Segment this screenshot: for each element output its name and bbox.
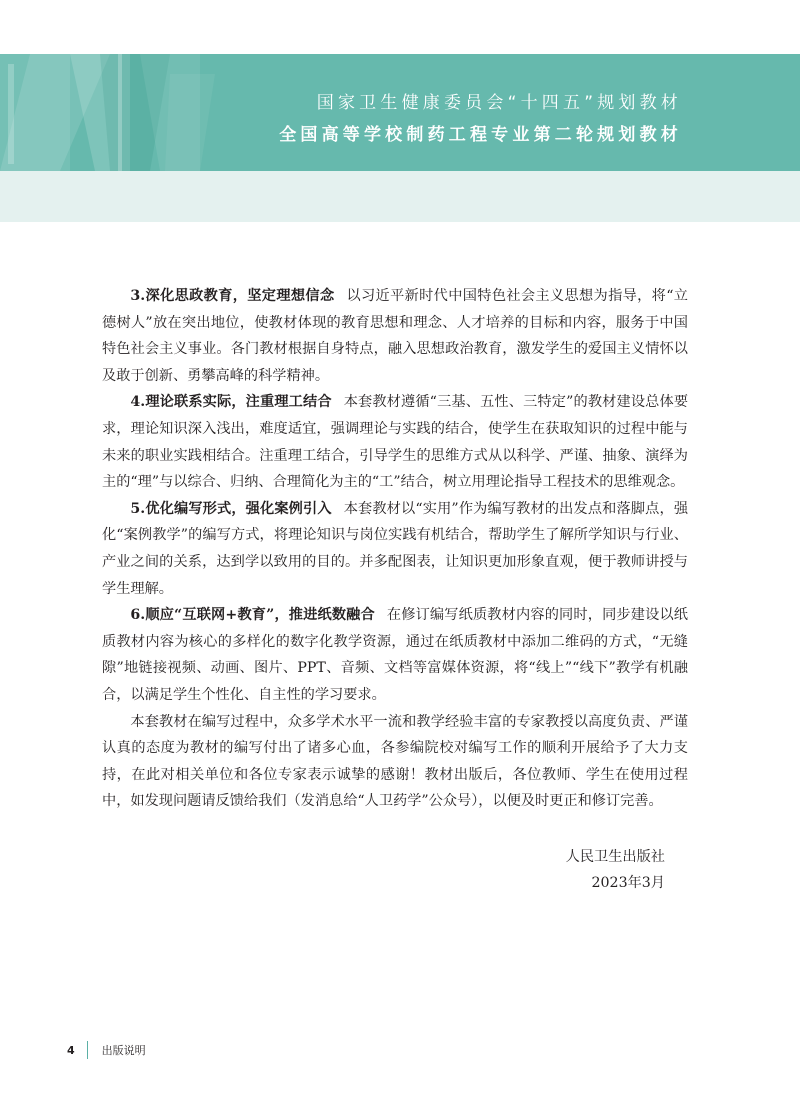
publisher-signature: 人民卫生出版社: [565, 849, 665, 865]
paragraph-heading: 5.优化编写形式，强化案例引入: [130, 500, 332, 517]
paragraph-heading: 6.顺应“互联网+教育”，推进纸数融合: [130, 607, 375, 624]
section-name: 出版说明: [101, 1044, 146, 1057]
page-number: 4: [67, 1043, 75, 1057]
paragraph-text: 以习近平新时代中国特色社会主义思想为指导，将“立德树人”放在突出地位，使教材体现的教育思想和理念、人才培养的目标和内容，服务于中国特色社会主义事业。各门教材根据自身特点，融入思想政治教育，激发学生的爱国主义情怀以及敢于创新、勇攀高峰的科学精神。: [102, 288, 688, 384]
header-banner: [0, 54, 800, 222]
paragraph-text: 本套教材在编写过程中，众多学术水平一流和教学经验丰富的专家教授以高度负责、严谨认真的态度为教材的编写付出了诸多心血，各参编院校对编写工作的顺利开展给予了大力支持，在此对相关单位和各位专家表示诚挚的感谢！教材出版后，各位教师、学生在使用过程中，如发现问题请反馈给我们（发消息给“人卫药学”公众号），以便及时更正和修订完善。: [102, 713, 688, 810]
paragraph: [102, 389, 688, 495]
series-title-line1: 国家卫生健康委员会“十四五”规划教材: [316, 93, 682, 113]
paragraph-text: 本套教材以“实用”作为编写教材的出发点和落脚点，强化“案例教学”的编写方式，将理论知识与岗位实践有机结合，帮助学生了解所学知识与行业、产业之间的关系，达到学以致用的目的。并多配图表，让知识更加形象直观，便于教师讲授与学生理解。: [102, 500, 689, 597]
paragraph-text: 在修订编写纸质教材内容的同时，同步建设以纸质教材内容为核心的多样化的数字化教学资源，通过在纸质教材中添加二维码的方式，“无缝隙”地链接视频、动画、图片、PPT、音频、文档等富媒体资源，将“线上”“线下”教学有机融合，以满足学生个性化、自主性的学习要求。: [102, 607, 688, 703]
paragraph: [102, 602, 688, 708]
series-title-line2: 全国高等学校制药工程专业第二轮规划教材: [279, 125, 682, 145]
paragraph-heading: 4.理论联系实际，注重理工结合: [130, 394, 332, 411]
paragraph: [102, 283, 688, 389]
paragraph-heading: 3.深化思政教育，坚定理想信念: [130, 288, 335, 304]
footer-divider: [87, 1041, 88, 1059]
header-band: [0, 54, 800, 171]
publication-date: 2023年3月: [591, 875, 665, 891]
paragraph: [102, 496, 688, 602]
preface-body: [102, 283, 688, 815]
paragraph: [102, 709, 688, 815]
paragraph-text: 本套教材遵循“三基、五性、三特定”的教材建设总体要求，理论知识深入浅出，难度适宜，强调理论与实践的结合，使学生在获取知识的过程中能与未来的职业实践相结合。注重理工结合，引导学生的思维方式从以科学、严谨、抽象、演绎为主的“理”与以综合、归纳、合理简化为主的“工”结合，树立用理论指导工程技术的思维观念。: [102, 394, 689, 491]
page-footer: [67, 1040, 146, 1060]
